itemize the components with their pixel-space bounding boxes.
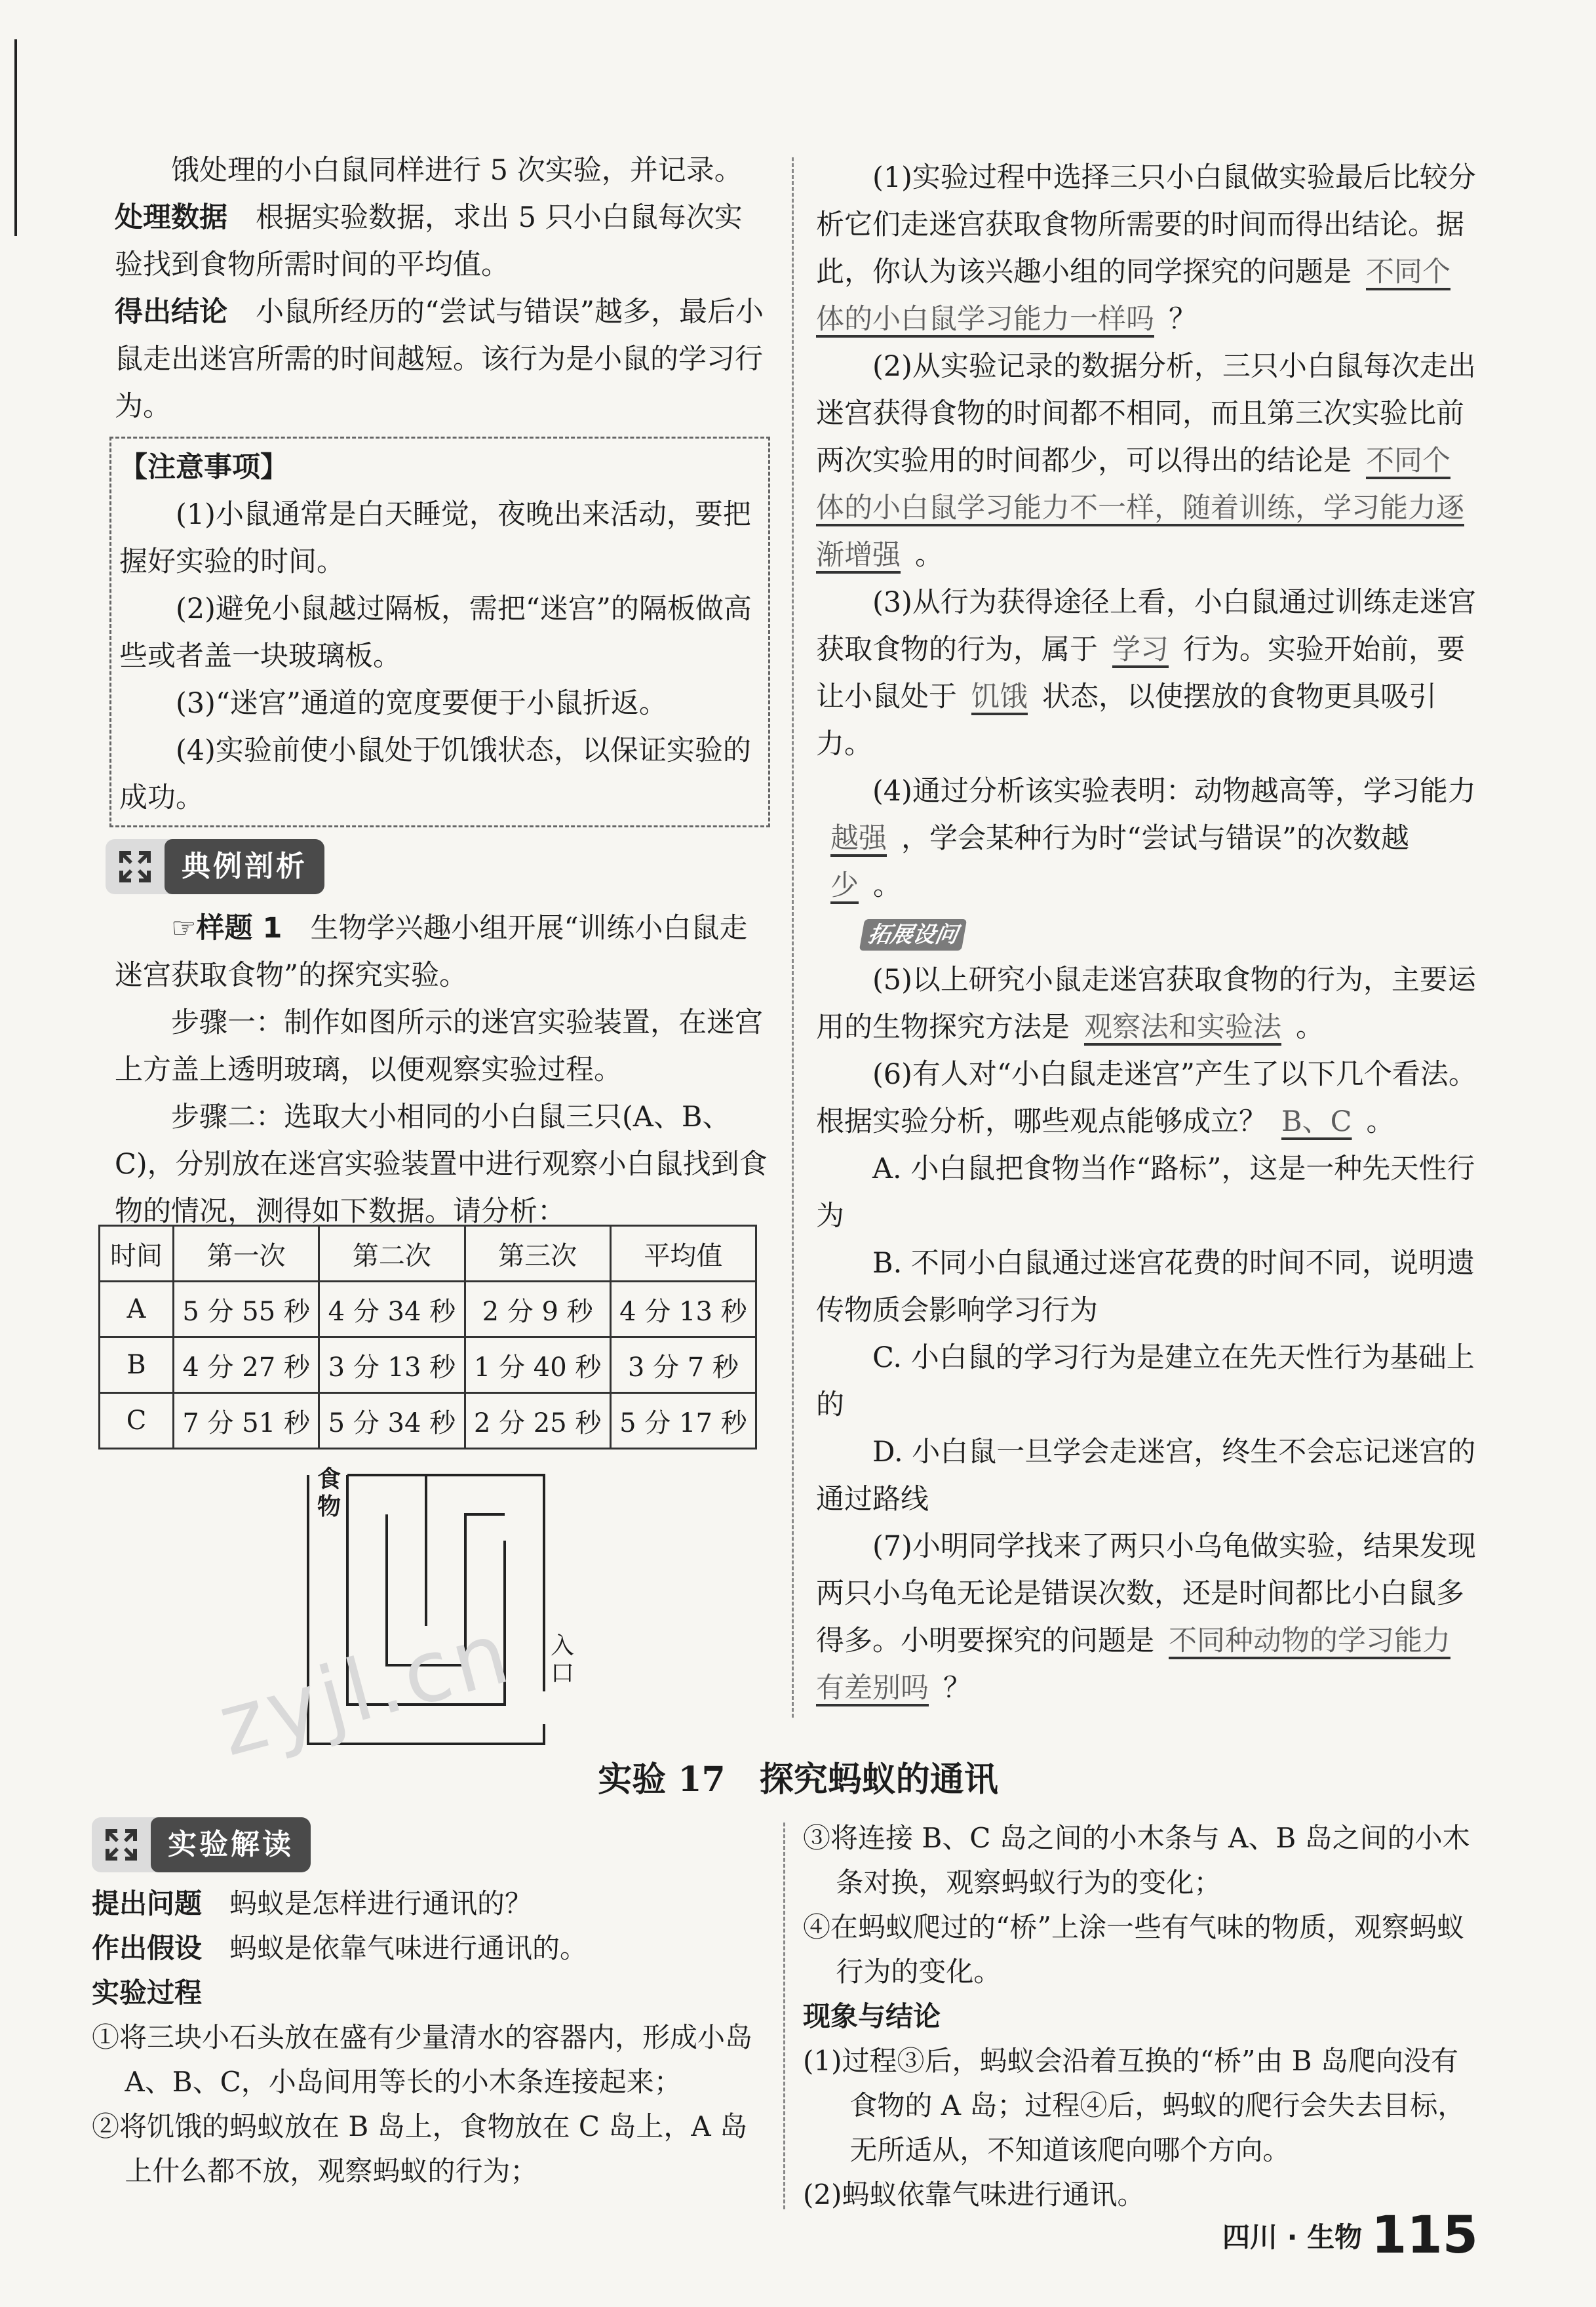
- header-cell: 第一次: [174, 1226, 319, 1282]
- table-cell: B: [100, 1337, 174, 1393]
- q3-answer-1: 学习: [1112, 633, 1169, 666]
- watermark: zyjl.cn: [208, 1602, 522, 1776]
- q5-text: (5)以上研究小鼠走迷宫获取食物的行为，主要运用的生物探究方法是: [816, 964, 1476, 1044]
- q5-end: 。: [1296, 1011, 1324, 1044]
- table-cell: 3 分 7 秒: [610, 1337, 756, 1393]
- q3-answer-2: 饥饿: [971, 680, 1028, 713]
- example-text: 生物学兴趣小组开展“训练小白鼠走迷宫获取食物”的探究实验。: [115, 912, 748, 992]
- table-row: [100, 1282, 756, 1337]
- extension-tag: 拓展设问: [859, 919, 967, 951]
- q4-text: (4)通过分析该实验表明：动物越高等，学习能力: [872, 775, 1476, 808]
- problem-line: [92, 1882, 760, 1926]
- hypothesis-line: [92, 1926, 760, 1971]
- option-b: B. 不同小白鼠通过迷宫花费的时间不同，说明遗传物质会影响学习行为: [816, 1247, 1475, 1327]
- option-a: A. 小白鼠把食物当作“路标”，这是一种先天性行为: [816, 1153, 1475, 1232]
- arrows-icon: [92, 1817, 151, 1872]
- question-7: [816, 1523, 1478, 1712]
- note-item: (3)“迷宫”通道的宽度要便于小鼠折返。: [176, 687, 667, 720]
- header-cell: 平均值: [610, 1226, 756, 1282]
- conclusion-para: [115, 288, 770, 430]
- note-item: (1)小鼠通常是白天睡觉，夜晚出来活动，要把握好实验的时间。: [119, 498, 751, 578]
- process-data-para: [115, 194, 770, 288]
- result-1: (1)过程③后，蚂蚁会沿着互换的“桥”由 B 岛爬向没有食物的 A 岛；过程④后，蚂蚁的爬行会失去目标，无所适从，不知道该爬向哪个方向。: [803, 2045, 1466, 2166]
- table-cell: 1 分 40 秒: [465, 1337, 610, 1393]
- table-cell: A: [100, 1282, 174, 1337]
- badge-experiment: [92, 1817, 311, 1872]
- question-1: [816, 154, 1478, 343]
- step-one: 步骤一：制作如图所示的迷宫实验装置，在迷宫上方盖上透明玻璃，以便观察实验过程。: [115, 1006, 763, 1086]
- data-table: [98, 1225, 757, 1449]
- table-cell: 2 分 25 秒: [465, 1393, 610, 1449]
- badge-label: 典例剖析: [165, 839, 324, 894]
- hypothesis-text: 蚂蚁是依靠气味进行通讯的。: [229, 1932, 588, 1964]
- notes-title: 【注意事项】: [119, 451, 288, 484]
- q4-answer-2: 少: [830, 869, 859, 902]
- page-footer: [1222, 2206, 1478, 2265]
- question-6: [816, 1051, 1478, 1145]
- table-cell: C: [100, 1393, 174, 1449]
- maze-entry-label: 入口: [551, 1632, 575, 1687]
- question-3: [816, 579, 1478, 768]
- table-row: [100, 1393, 756, 1449]
- process-data-label: 处理数据: [115, 201, 227, 234]
- badge-label: 实验解读: [151, 1817, 311, 1872]
- option-c: C. 小白鼠的学习行为是建立在先天性行为基础上的: [816, 1341, 1475, 1421]
- header-cell: 第三次: [465, 1226, 610, 1282]
- q7-end: ？: [943, 1672, 971, 1705]
- q6-end: 。: [1366, 1105, 1395, 1138]
- q1-end: ？: [1169, 303, 1197, 336]
- q2-text: (2)从实验记录的数据分析，三只小白鼠每次走出迷宫获得食物的时间都不相同，而且第三次实验比前两次实验用的时间都少，可以得出的结论是: [816, 350, 1476, 477]
- table-cell: 5 分 17 秒: [610, 1393, 756, 1449]
- problem-text: 蚂蚁是怎样进行通讯的？: [229, 1887, 533, 1920]
- right-column: [816, 154, 1478, 1712]
- process-step-4: ④在蚂蚁爬过的“桥”上涂一些有气味的物质，观察蚂蚁行为的变化。: [803, 1911, 1464, 1988]
- q3-text-3: 状态，以使摆放的食物更具吸引力。: [816, 680, 1437, 760]
- left-column: [115, 147, 770, 1235]
- example-label: ☞样题 1: [171, 912, 282, 945]
- table-cell: 5 分 34 秒: [319, 1393, 465, 1449]
- q7-text: (7)小明同学找来了两只小乌龟做实验，结果发现两只小乌龟无论是错误次数，还是时间都比小白鼠多得多。小明要探究的问题是: [816, 1530, 1476, 1657]
- process-label: 实验过程: [92, 1977, 203, 2009]
- q5-answer: 观察法和实验法: [1084, 1011, 1281, 1044]
- q6-text: (6)有人对“小白鼠走迷宫”产生了以下几个看法。根据实验分析，哪些观点能够成立？: [816, 1058, 1477, 1138]
- note-item: (4)实验前使小鼠处于饥饿状态，以保证实验的成功。: [119, 734, 751, 814]
- process-step-3: ③将连接 B、C 岛之间的小木条与 A、B 岛之间的小木条对换，观察蚂蚁行为的变化；: [803, 1822, 1470, 1899]
- table-cell: 7 分 51 秒: [174, 1393, 319, 1449]
- table-cell: 5 分 55 秒: [174, 1282, 319, 1337]
- note-item: (2)避免小鼠越过隔板，需把“迷宫”的隔板做高些或者盖一块玻璃板。: [119, 593, 752, 673]
- conclusion-label: 得出结论: [115, 296, 227, 328]
- table-cell: 4 分 34 秒: [319, 1282, 465, 1337]
- exp17-left-column: [92, 1817, 760, 2194]
- problem-label: 提出问题: [92, 1887, 203, 1920]
- q2-answer: 不同个体的小白鼠学习能力不一样，随着训练，学习能力逐渐增强: [816, 444, 1464, 572]
- column-divider: [792, 157, 794, 1718]
- q2-end: 。: [915, 539, 943, 572]
- column-divider-bottom: [783, 1823, 785, 2209]
- header-cell: 第二次: [319, 1226, 465, 1282]
- conclusion-text: 小鼠所经历的“尝试与错误”越多，最后小鼠走出迷宫所需的时间越短。该行为是小鼠的学习行为。: [115, 296, 764, 423]
- footer-label: 四川 · 生物: [1222, 2221, 1363, 2253]
- page-number: 115: [1371, 2206, 1478, 2265]
- step-two: 步骤二：选取大小相同的小白鼠三只(A、B、C)，分别放在迷宫实验装置中进行观察小白鼠找到食物的情况，测得如下数据。请分析：: [115, 1101, 768, 1228]
- option-d: D. 小白鼠一旦学会走迷宫，终生不会忘记迷宫的通过路线: [816, 1436, 1476, 1516]
- exp17-right-column: [803, 1816, 1485, 2217]
- table-row: [100, 1337, 756, 1393]
- example-intro: [115, 905, 770, 999]
- table-cell: 2 分 9 秒: [465, 1282, 610, 1337]
- notes-box: [109, 437, 770, 827]
- process-data-text: 根据实验数据，求出 5 只小白鼠每次实验找到食物所需时间的平均值。: [115, 201, 743, 281]
- maze-food-label: 食物: [317, 1466, 341, 1520]
- q7-answer: 不同种动物的学习能力有差别吗: [816, 1625, 1450, 1705]
- table-cell: 4 分 27 秒: [174, 1337, 319, 1393]
- badge-example: [106, 839, 324, 894]
- q3-text-2: 行为。实验开始前，要让小鼠处于: [816, 633, 1465, 713]
- extension-tag-row: [816, 909, 1478, 956]
- hypothesis-label: 作出假设: [92, 1932, 203, 1964]
- process-step-2: ②将饥饿的蚂蚁放在 B 岛上，食物放在 C 岛上，A 岛上什么都不放，观察蚂蚁的行为；: [92, 2110, 748, 2187]
- q4-text-2: ，学会某种行为时“尝试与错误”的次数越: [901, 822, 1409, 855]
- question-2: [816, 343, 1478, 579]
- q1-answer: 不同个体的小白鼠学习能力一样吗: [816, 256, 1450, 336]
- q1-text: (1)实验过程中选择三只小白鼠做实验最后比较分析它们走迷宫获取食物所需要的时间而得出结论。据此，你认为该兴趣小组的同学探究的问题是: [816, 161, 1476, 288]
- intro-line: 饿处理的小白鼠同样进行 5 次实验，并记录。: [171, 154, 743, 187]
- arrows-icon: [106, 839, 165, 894]
- q4-answer-1: 越强: [830, 822, 887, 855]
- table-header-row: [100, 1226, 756, 1282]
- table-cell: 4 分 13 秒: [610, 1282, 756, 1337]
- q3-text: (3)从行为获得途径上看，小白鼠通过训练走迷宫获取食物的行为，属于: [816, 586, 1476, 666]
- header-cell: 时间: [100, 1226, 174, 1282]
- margin-line: [14, 39, 17, 236]
- result-2: (2)蚂蚁依靠气味进行通讯。: [803, 2179, 1145, 2211]
- result-label: 现象与结论: [803, 2000, 941, 2032]
- table-cell: 3 分 13 秒: [319, 1337, 465, 1393]
- q6-answer: B、C: [1281, 1105, 1352, 1138]
- question-5: [816, 956, 1478, 1051]
- process-step-1: ①将三块小石头放在盛有少量清水的容器内，形成小岛 A、B、C，小岛间用等长的小木条连接起来；: [92, 2021, 753, 2098]
- section-title: 实验 17 探究蚂蚁的通讯: [598, 1760, 998, 1800]
- q4-end: 。: [873, 869, 901, 902]
- question-4: [816, 768, 1478, 909]
